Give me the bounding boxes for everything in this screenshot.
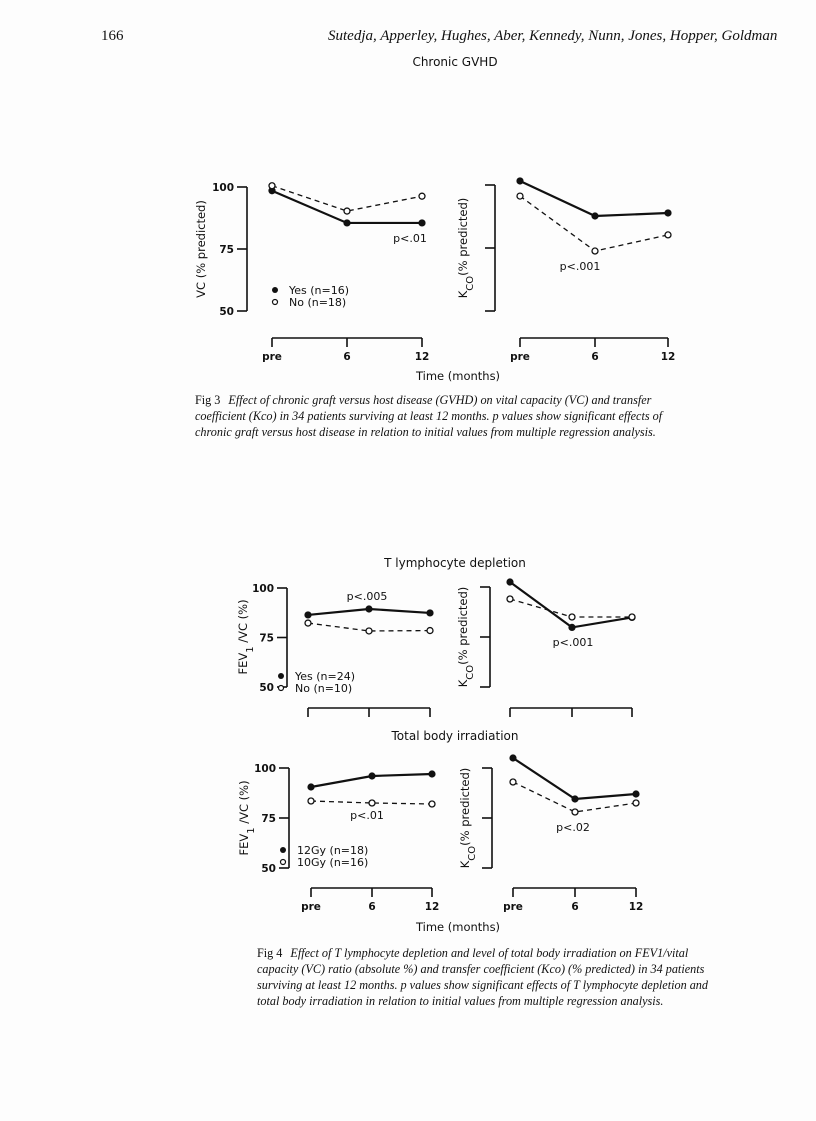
fig4-xlabel: Time (months): [415, 920, 501, 934]
p-value-annotation: p<.01: [393, 232, 427, 245]
data-point-filled: [304, 611, 311, 618]
data-point-open: [369, 800, 375, 806]
data-point-open: [665, 232, 671, 238]
data-point-open: [305, 620, 311, 626]
running-header-authors: Sutedja, Apperley, Hughes, Aber, Kennedy, Nunn, Jones, Hopper, Goldman: [328, 28, 778, 44]
data-point-open: [269, 183, 275, 189]
x-tick-label: 12: [660, 351, 676, 363]
fig3-xlabel: Time (months): [415, 369, 501, 383]
x-tick-label: 6: [343, 351, 351, 363]
p-value-annotation: p<.02: [556, 821, 590, 834]
series-line-1: [520, 196, 668, 251]
y-tick-label: 75: [261, 813, 276, 825]
y-axis-label: [237, 780, 257, 855]
data-point-open: [592, 248, 598, 254]
p-value-annotation: p<.01: [350, 809, 384, 822]
y-axis-label: [456, 587, 476, 688]
y-axis-label: [456, 198, 476, 299]
x-tick-label: pre: [503, 901, 523, 913]
y-axis-label-part: (% predicted): [456, 586, 470, 665]
y-axis-label-part: /VC (%): [236, 599, 250, 647]
y-tick-label: 50: [259, 682, 274, 694]
data-point-open: [419, 193, 425, 199]
data-point-filled: [428, 770, 435, 777]
x-tick-label: 12: [628, 901, 644, 913]
data-point-filled: [506, 578, 513, 585]
legend-marker-open: [273, 300, 278, 305]
series-line-1: [272, 186, 422, 211]
x-tick-label: pre: [510, 351, 530, 363]
chart-fig4-tbi-fev: [237, 763, 439, 913]
data-point-filled: [368, 772, 375, 779]
y-tick-label: 50: [219, 306, 234, 318]
chart-fig4-tcell-fev: [236, 583, 434, 717]
legend-label: 10Gy (n=16): [297, 856, 369, 869]
data-point-filled: [571, 795, 578, 802]
series-line-0: [272, 191, 422, 223]
y-axis-label-part: (% predicted): [458, 767, 472, 846]
data-point-open: [629, 614, 635, 620]
y-axis-label-part: /VC (%): [237, 780, 251, 828]
data-point-open: [429, 801, 435, 807]
y-axis-label: [458, 768, 478, 869]
y-axis-label-part: K: [456, 679, 470, 688]
y-axis-label-part: VC (% predicted): [194, 200, 208, 298]
data-point-open: [507, 596, 513, 602]
fig4-title-top: T lymphocyte depletion: [384, 556, 526, 570]
data-point-open: [308, 798, 314, 804]
data-point-filled: [568, 624, 575, 631]
y-axis-label-part: CO: [466, 845, 478, 861]
x-tick-label: 6: [368, 901, 376, 913]
y-axis-label-part: FEV: [237, 833, 251, 856]
y-tick-label: 100: [252, 583, 274, 595]
data-point-filled: [509, 754, 516, 761]
data-point-filled: [365, 605, 372, 612]
p-value-annotation: p<.005: [346, 590, 388, 603]
legend-marker-open: [279, 686, 284, 691]
data-point-filled: [632, 790, 639, 797]
legend-label: 12Gy (n=18): [297, 844, 369, 857]
chart-fig4-tbi-kco: [458, 754, 643, 913]
x-tick-label: 12: [414, 351, 430, 363]
x-tick-label: pre: [301, 901, 321, 913]
y-axis-label-part: CO: [464, 664, 476, 680]
data-point-filled: [426, 609, 433, 616]
y-axis-label-part: K: [456, 290, 470, 299]
x-tick-label: 6: [591, 351, 599, 363]
y-tick-label: 75: [219, 244, 234, 256]
chart-fig4-tcell-kco: [456, 578, 636, 717]
data-point-open: [510, 779, 516, 785]
y-axis-label-part: (% predicted): [456, 197, 470, 276]
y-axis-label-part: 1: [244, 646, 256, 653]
legend-label: No (n=10): [295, 682, 353, 695]
legend-marker-open: [281, 860, 286, 865]
legend-marker-filled: [280, 847, 286, 853]
fig4-caption-text: Effect of T lymphocyte depletion and level of total body irradiation on FEV1/vital capacity (VC) ratio (absolute %) and transfer coefficient (Kco) (% predicted) in 34 patients surviving at least 12 months. p values show significant effects of T lymphocyte depletion and total body irradiation in relation to initial values from multiple regression analysis.: [257, 946, 708, 1008]
p-value-annotation: p<.001: [552, 636, 594, 649]
y-axis-label-part: 1: [245, 827, 257, 834]
series-line-0: [520, 181, 668, 216]
y-axis-label-part: CO: [464, 275, 476, 291]
legend-marker-filled: [272, 287, 278, 293]
fig3-caption-label: Fig 3: [195, 393, 221, 407]
y-axis-label: [194, 200, 208, 298]
y-axis-label: [236, 599, 256, 674]
legend-label: Yes (n=24): [295, 670, 356, 683]
fig3-caption-text: Effect of chronic graft versus host disease (GVHD) on vital capacity (VC) and transfer coefficient (Kco) in 34 patients surviving at least 12 months. p values show significant effects of chronic graft versus host disease in relation to initial values from multiple regression analysis.: [195, 393, 663, 439]
y-axis-label-part: K: [458, 860, 472, 869]
y-tick-label: 100: [254, 763, 276, 775]
data-point-open: [366, 628, 372, 634]
fig3-caption: [195, 392, 670, 440]
y-tick-label: 100: [212, 182, 234, 194]
data-point-open: [344, 208, 350, 214]
data-point-open: [572, 809, 578, 815]
chart-fig3-kco: [456, 177, 675, 363]
p-value-annotation: p<.001: [559, 260, 601, 273]
legend-label: Yes (n=16): [289, 284, 350, 297]
data-point-filled: [418, 219, 425, 226]
data-point-filled: [664, 209, 671, 216]
data-point-open: [517, 193, 523, 199]
x-tick-label: pre: [262, 351, 282, 363]
fig3-title: Chronic GVHD: [412, 55, 498, 69]
fig4-title-bottom: Total body irradiation: [391, 729, 519, 743]
fig4-caption-label: Fig 4: [257, 946, 283, 960]
data-point-filled: [343, 219, 350, 226]
fig4-caption: [257, 945, 725, 1009]
x-tick-label: 12: [424, 901, 440, 913]
series-line-0: [513, 758, 636, 799]
chart-fig3-vc: [194, 182, 429, 363]
data-point-open: [633, 800, 639, 806]
legend-marker-filled: [278, 673, 284, 679]
page-number: 166: [101, 28, 124, 44]
data-point-open: [427, 628, 433, 634]
data-point-filled: [307, 783, 314, 790]
data-point-open: [569, 614, 575, 620]
data-point-filled: [591, 212, 598, 219]
x-tick-label: 6: [571, 901, 579, 913]
data-point-filled: [516, 177, 523, 184]
y-tick-label: 75: [259, 632, 274, 645]
legend-label: No (n=18): [289, 296, 347, 309]
y-axis-label-part: FEV: [236, 652, 250, 675]
y-tick-label: 50: [261, 863, 276, 875]
